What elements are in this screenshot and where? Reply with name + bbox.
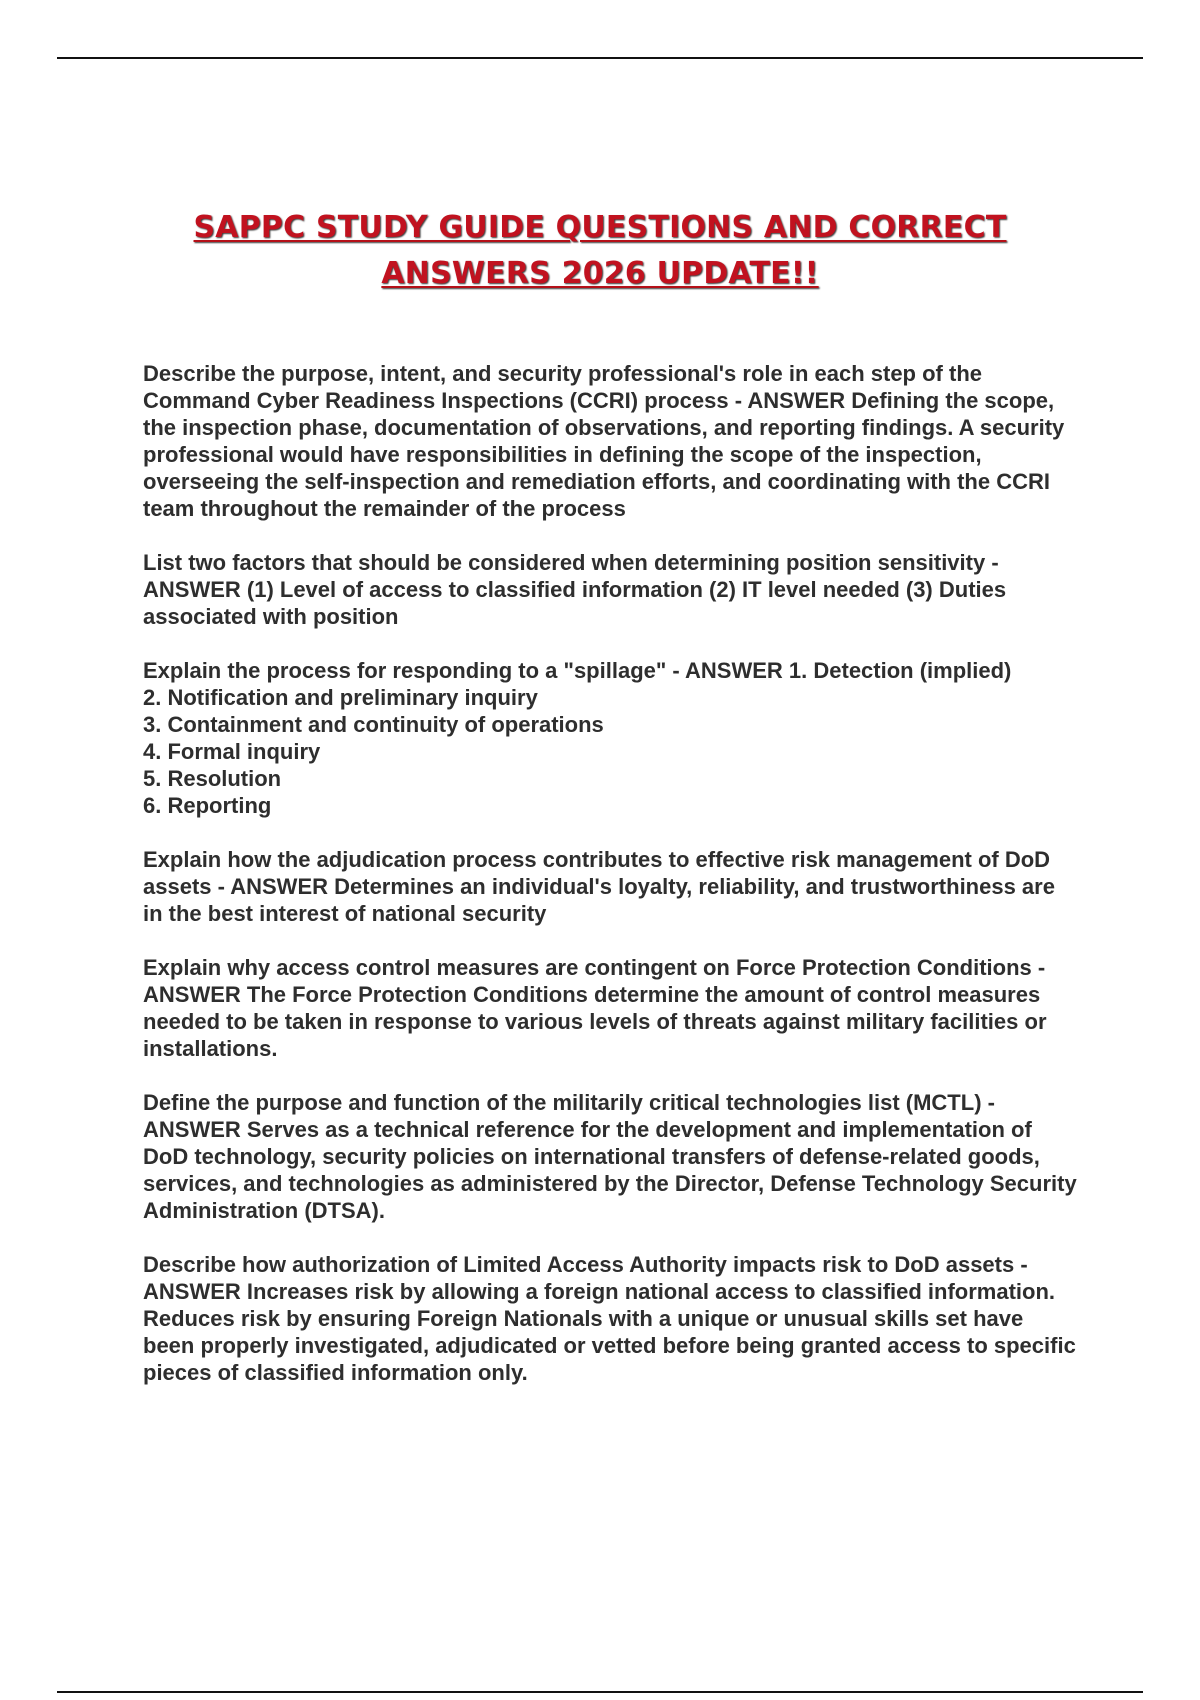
qa-text: Define the purpose and function of the militarily critical technologies list (MCTL) - ANSWER Serves as a technical reference for the development and implementation of DoD technology, security policies on international transfers of defense-related goods, services, and technologies as administered by the Director, Defense Technology Security Administration (DTSA). [143, 1090, 1077, 1223]
qa-text: List two factors that should be considered when determining position sensitivity - ANSWER (1) Level of access to classified information (2) IT level needed (3) Duties associated with position [143, 550, 1007, 629]
qa-entry-spillage [143, 657, 1078, 819]
document-title [0, 210, 1200, 302]
spillage-steps [143, 684, 1078, 819]
title-line-2: ANSWERS 2026 UPDATE!! [381, 256, 819, 291]
top-rule [57, 57, 1143, 59]
qa-text: Explain why access control measures are contingent on Force Protection Conditions - ANSWER The Force Protection Conditions determine the amount of control measures needed to be taken in response to various levels of threats against military facilities or installations. [143, 955, 1047, 1061]
qa-text: Describe how authorization of Limited Access Authority impacts risk to DoD assets - ANSWER Increases risk by allowing a foreign national access to classified information. Reduces risk by ensuring Foreign Nationals with a unique or unusual skills set have been properly investigated, adjudicated or vetted before being granted access to specific pieces of classified information only. [143, 1252, 1076, 1385]
qa-entry-limited-access-authority [143, 1251, 1078, 1386]
qa-entry-mctl [143, 1089, 1078, 1224]
qa-entry-ccri [143, 360, 1078, 522]
qa-text: Explain the process for responding to a "spillage" - ANSWER 1. Detection (implied) [143, 658, 1012, 683]
step-item: 5. Resolution [143, 766, 282, 791]
step-item: 2. Notification and preliminary inquiry [143, 685, 538, 710]
qa-entry-adjudication [143, 846, 1078, 927]
step-item: 4. Formal inquiry [143, 739, 321, 764]
step-item: 3. Containment and continuity of operations [143, 712, 604, 737]
bottom-rule [57, 1691, 1143, 1693]
qa-list [143, 360, 1078, 1413]
step-item: 6. Reporting [143, 793, 272, 818]
qa-entry-position-sensitivity [143, 549, 1078, 630]
qa-text: Explain how the adjudication process contributes to effective risk management of DoD assets - ANSWER Determines an individual's loyalty, reliability, and trustworthiness are in the best interest of national security [143, 847, 1055, 926]
qa-text: Describe the purpose, intent, and security professional's role in each step of the Command Cyber Readiness Inspections (CCRI) process - ANSWER Defining the scope, the inspection phase, documentation of observations, and reporting findings. A security professional would have responsibilities in defining the scope of the inspection, overseeing the self-inspection and remediation efforts, and coordinating with the CCRI team throughout the remainder of the process [143, 361, 1065, 521]
qa-entry-force-protection [143, 954, 1078, 1062]
title-line-1: SAPPC STUDY GUIDE QUESTIONS AND CORRECT [193, 210, 1007, 245]
